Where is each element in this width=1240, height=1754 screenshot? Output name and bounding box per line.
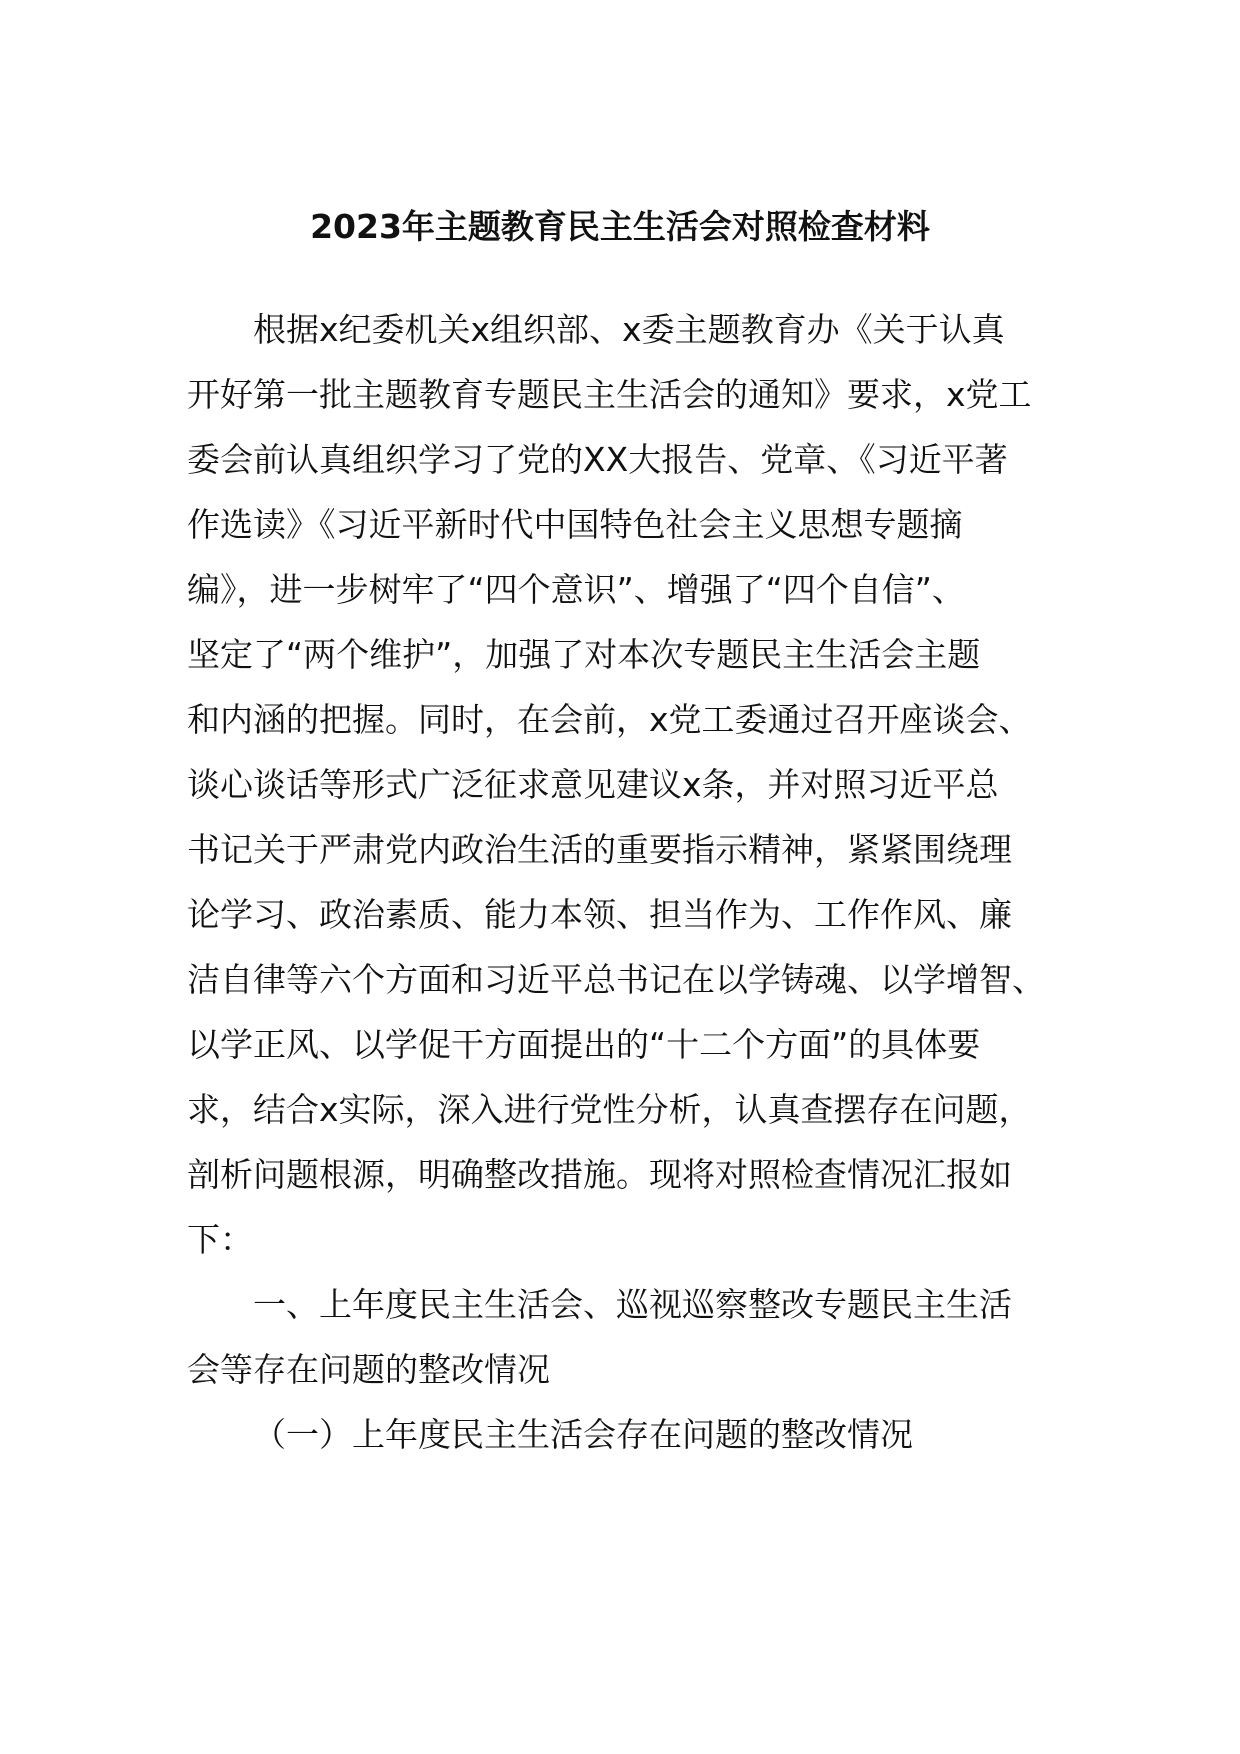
- text-line: 开好第一批主题教育专题民主生活会的通知》要求，x党工: [187, 375, 1032, 414]
- text-line: 求，结合x实际，深入进行党性分析，认真查摆存在问题，: [187, 1090, 1032, 1129]
- text-line: 下：: [187, 1220, 253, 1259]
- paragraph-intro: [187, 297, 1067, 1272]
- text-line: 编》，进一步树牢了“四个意识”、增强了“四个自信”、: [187, 570, 965, 609]
- text-line: 根据x纪委机关x组织部、x委主题教育办《关于认真: [253, 310, 1005, 349]
- text-line: 书记关于严肃党内政治生活的重要指示精神，紧紧围绕理: [187, 830, 1012, 869]
- text-line: 坚定了“两个维护”，加强了对本次专题民主生活会主题: [187, 635, 981, 674]
- subheading-line: （一）上年度民主生活会存在问题的整改情况: [253, 1415, 913, 1454]
- text-line: 谈心谈话等形式广泛征求意见建议x条，并对照习近平总: [187, 765, 999, 804]
- subsection-heading-one: [187, 1402, 1067, 1467]
- document-body: [187, 297, 1067, 1467]
- section-heading-one: [187, 1272, 1067, 1402]
- text-line: 和内涵的把握。同时，在会前，x党工委通过召开座谈会、: [187, 700, 1032, 739]
- text-line: 委会前认真组织学习了党的XX大报告、党章、《习近平著: [187, 440, 1008, 479]
- heading-line: 会等存在问题的整改情况: [187, 1350, 550, 1389]
- text-line: 以学正风、以学促干方面提出的“十二个方面”的具体要: [187, 1025, 981, 1064]
- text-line: 作选读》《习近平新时代中国特色社会主义思想专题摘: [187, 505, 963, 544]
- heading-line: 一、上年度民主生活会、巡视巡察整改专题民主生活: [253, 1285, 1012, 1324]
- text-line: 剖析问题根源，明确整改措施。现将对照检查情况汇报如: [187, 1155, 1012, 1194]
- text-line: 洁自律等六个方面和习近平总书记在以学铸魂、以学增智、: [187, 960, 1045, 999]
- document-title: 2023年主题教育民主生活会对照检查材料: [310, 207, 930, 246]
- text-line: 论学习、政治素质、能力本领、担当作为、工作作风、廉: [187, 895, 1012, 934]
